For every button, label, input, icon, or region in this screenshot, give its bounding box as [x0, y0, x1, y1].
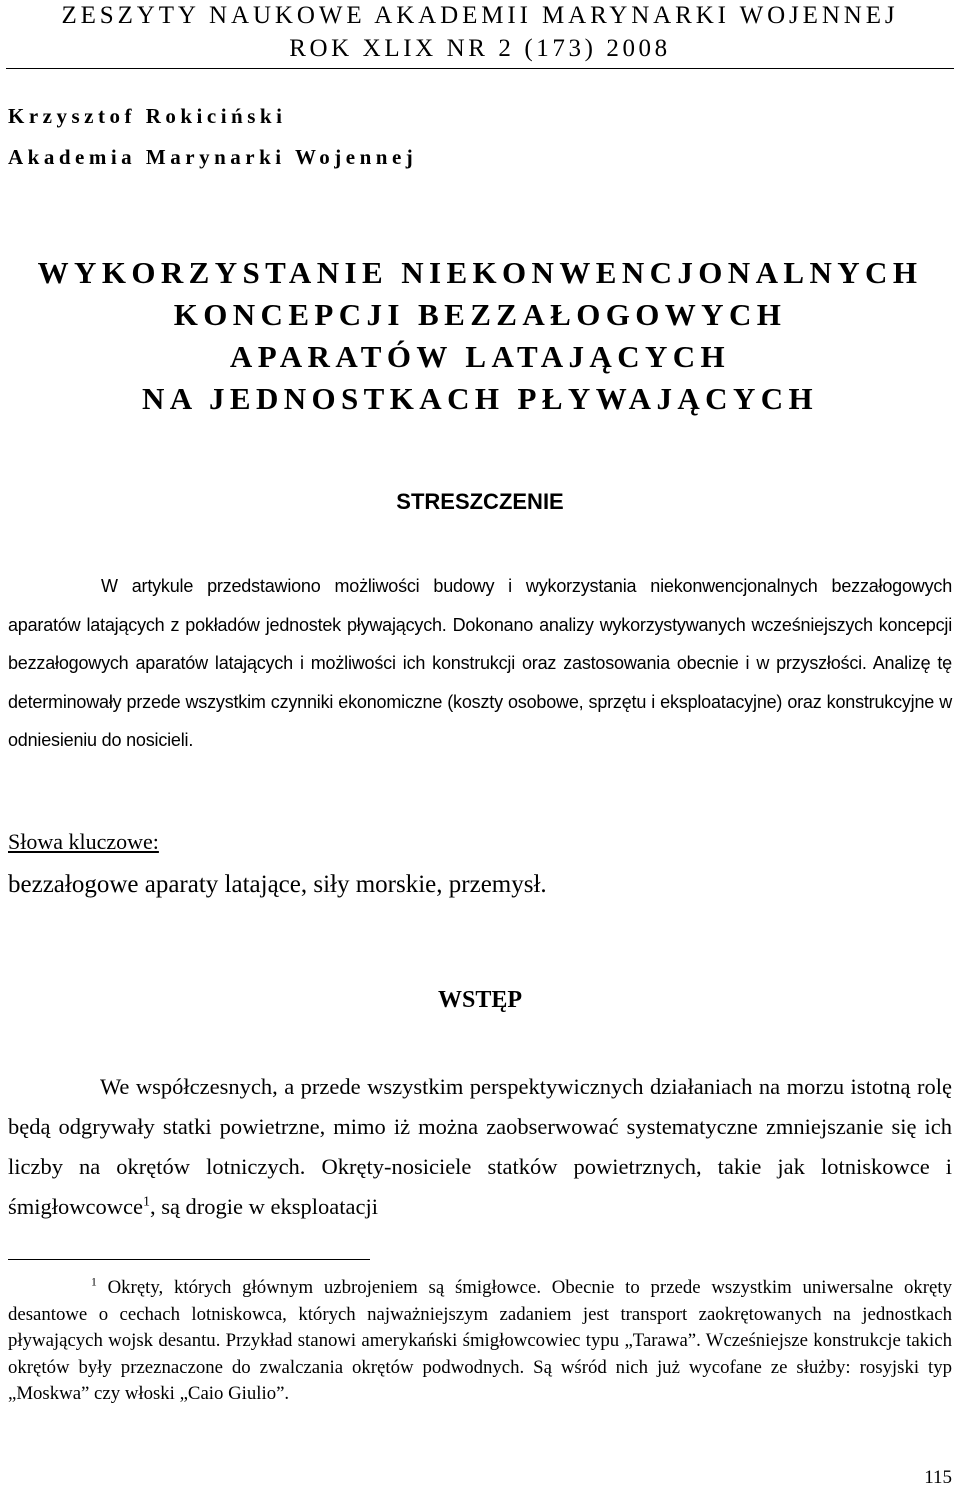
footnote-number: 1 [91, 1275, 97, 1289]
journal-title: ZESZYTY NAUKOWE AKADEMII MARYNARKI WOJENNEJ [61, 2, 899, 29]
paper-title-line-1: WYKORZYSTANIE NIEKONWENCJONALNYCH [37, 255, 923, 290]
intro-text-part-1: We współczesnych, a przede wszystkim perspektywicznych działaniach na morzu istotną rolę będą odgrywały statki powietrzne, mimo iż można zaobserwować systematyczne zmniejszanie się ich liczby na okrętów lotniczych. Okręty-nosiciele statków powietrznych, takie jak lotniskowce i śmigłowcowce [8, 1074, 952, 1219]
paper-title-line-2: KONCEPCJI BEZZAŁOGOWYCH [173, 297, 787, 332]
abstract-heading: STRESZCZENIE [396, 489, 564, 514]
footnote-separator [8, 1259, 370, 1260]
journal-issue: ROK XLIX NR 2 (173) 2008 [289, 35, 671, 62]
paper-title-line-4: NA JEDNOSTKACH PŁYWAJĄCYCH [141, 381, 819, 416]
intro-text-part-2: , są drogie w eksploatacji [149, 1194, 378, 1219]
page-number: 115 [924, 1467, 952, 1488]
author-affiliation: Akademia Marynarki Wojennej [8, 145, 418, 169]
footnote-text: Okręty, których głównym uzbrojeniem są śmigłowce. Obecnie to przede wszystkim uniwersalne okręty desantowe o cechach lotniskowca, których najważniejszym zadaniem jest transport zaokrętowanych na jednostkach pływających wojsk desantu. Przykład stanowi amerykański śmigłowcowiec typu „Tarawa”. Wcześniejsze konstrukcje takich okrętów były przeznaczone do zwalczania okrętów podwodnych. Są wśród nich już wycofane ze służby: rosyjski typ „Moskwa” czy włoski „Caio Giulio”. [8, 1277, 952, 1404]
intro-paragraph [8, 1067, 952, 1227]
keywords-text: bezzałogowe aparaty latające, siły morskie, przemysł. [8, 871, 547, 898]
intro-heading: WSTĘP [437, 987, 523, 1013]
footnote [8, 1275, 952, 1408]
paper-title-line-3: APARATÓW LATAJĄCYCH [229, 339, 731, 374]
header-rule [6, 68, 954, 69]
keywords-label: Słowa kluczowe: [8, 829, 159, 854]
footnote-reference: 1 [142, 1194, 150, 1210]
author-name: Krzysztof Rokiciński [8, 104, 287, 128]
abstract-text: W artykule przedstawiono możliwości budowy i wykorzystania niekonwencjonalnych bezzałogowych aparatów latających z pokładów jednostek pływających. Dokonano analizy wykorzystywanych wcześniejszych koncepcji bezzałogowych aparatów latających i możliwości ich konstrukcji oraz zastosowania obecnie i w przyszłości. Analizę tę determinowały przede wszystkim czynniki ekonomiczne (koszty osobowe, sprzętu i eksploatacyjne) oraz konstrukcyjne w odniesieniu do nosicieli. [8, 576, 952, 750]
